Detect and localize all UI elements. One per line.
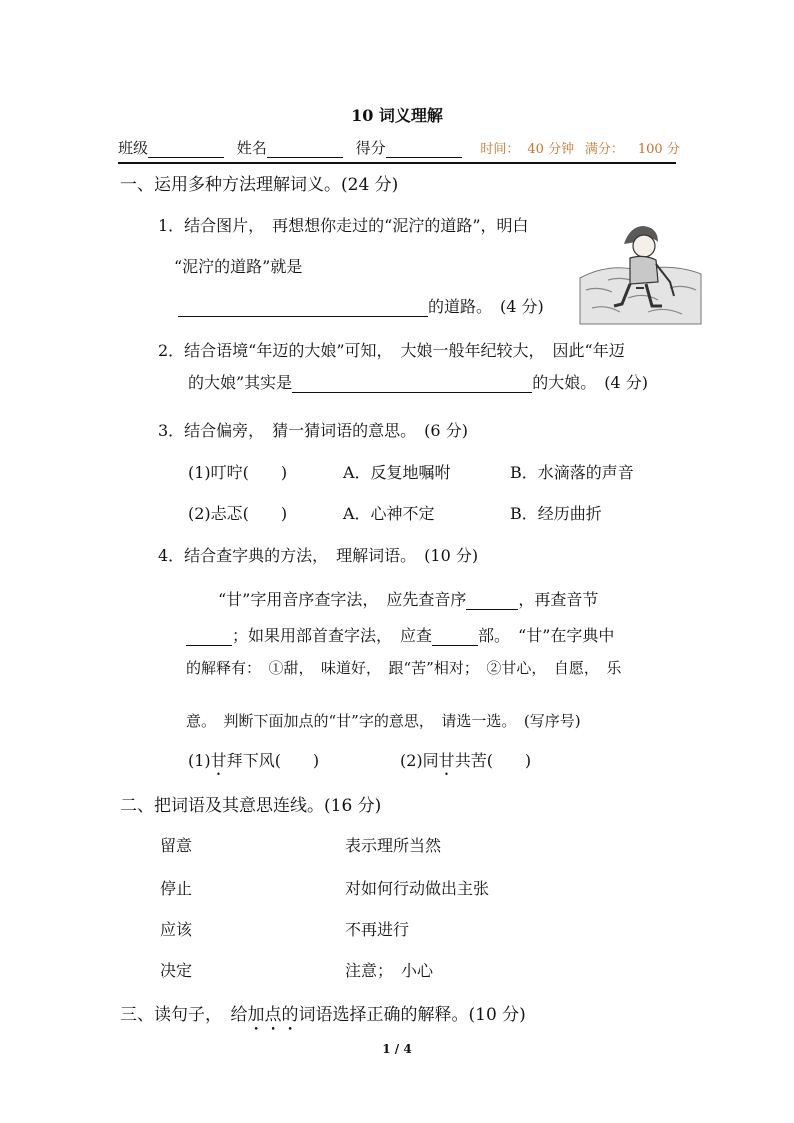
score-label: 得分 bbox=[355, 139, 386, 157]
q4-stem: 4．结合查字典的方法， 理解词语。 (10 分) bbox=[158, 546, 479, 565]
q4-blank-bushou[interactable] bbox=[432, 626, 478, 646]
match-left-4[interactable]: 决定 bbox=[160, 961, 193, 980]
q2-line1: 2．结合语境“年迈的大娘”可知， 大娘一般年纪较大， 因此“年迈 bbox=[158, 341, 625, 360]
q4-para4: 意。 判断下面加点的“甘”字的意思， 请选一选。 (写序号) bbox=[186, 712, 581, 730]
q4-ans1-pre: (1) bbox=[188, 751, 211, 770]
section3-heading-post: 词语选择正确的解释。(10 分) bbox=[298, 1005, 526, 1025]
q4-para2 bbox=[186, 623, 614, 646]
q2-prefix: 的大娘”其实是 bbox=[188, 373, 293, 392]
q4-ans2-dotted: 甘 bbox=[438, 751, 455, 770]
time-label: 时间： bbox=[480, 142, 520, 157]
header-meta bbox=[118, 137, 680, 158]
q4-ans2-post: 共苦( ) bbox=[454, 751, 532, 770]
q3-stem: 3．结合偏旁， 猜一猜词语的意思。 (6 分) bbox=[158, 421, 468, 440]
q4-answer1[interactable] bbox=[188, 748, 319, 779]
name-field[interactable] bbox=[267, 139, 343, 158]
match-right-4[interactable]: 注意； 小心 bbox=[345, 961, 434, 980]
q4-p2a: ；如果用部首查字法， 应查 bbox=[232, 626, 433, 645]
q4-para3: 的解释有： ①甜， 味道好， 跟“苦”相对； ②甘心， 自愿， 乐 bbox=[186, 659, 622, 677]
q1-suffix: 的道路。 (4 分) bbox=[428, 297, 544, 316]
match-left-3[interactable]: 应该 bbox=[160, 920, 193, 939]
match-right-2[interactable]: 对如何行动做出主张 bbox=[345, 879, 490, 898]
q4-p2b: 部。 “甘”在字典中 bbox=[478, 626, 615, 645]
section3-heading-dotted: 加点的 bbox=[247, 1005, 299, 1025]
class-field[interactable] bbox=[148, 139, 224, 158]
match-right-1[interactable]: 表示理所当然 bbox=[345, 836, 442, 855]
q2-line2 bbox=[188, 370, 648, 393]
q4-ans1-dotted: 甘 bbox=[210, 751, 227, 770]
q3-row1-option-b: B．水滴落的声音 bbox=[510, 463, 634, 482]
match-left-1[interactable]: 留意 bbox=[160, 836, 193, 855]
full-value: 100 分 bbox=[637, 142, 680, 157]
section2-heading: 二、把词语及其意思连线。(16 分) bbox=[120, 796, 382, 816]
q2-suffix: 的大娘。 (4 分) bbox=[532, 373, 648, 392]
page-number: 1 / 4 bbox=[382, 1042, 412, 1056]
muddy-road-picture bbox=[578, 208, 703, 326]
q2-blank[interactable] bbox=[292, 373, 532, 393]
q1-line2: “泥泞的道路”就是 bbox=[174, 257, 303, 276]
q4-para1 bbox=[218, 587, 598, 610]
full-label: 满分： bbox=[584, 142, 624, 157]
page-title: 10 词义理解 bbox=[351, 106, 443, 125]
q1-answer-line bbox=[178, 294, 544, 317]
section1-heading: 一、运用多种方法理解词义。(24 分) bbox=[120, 175, 399, 195]
q3-row1-item[interactable]: (1)叮咛( ) bbox=[188, 463, 288, 482]
q1-line1: 1．结合图片， 再想想你走过的“泥泞的道路”，明白 bbox=[158, 216, 529, 235]
q3-row2-option-b: B．经历曲折 bbox=[510, 504, 602, 523]
q3-row1-option-a: A．反复地嘱咐 bbox=[343, 463, 451, 482]
q3-row2-item[interactable]: (2)忐忑( ) bbox=[188, 504, 288, 523]
q4-ans1-post: 拜下风( ) bbox=[226, 751, 320, 770]
q4-answer2[interactable] bbox=[400, 748, 531, 779]
time-value: 40 分钟 bbox=[527, 142, 575, 157]
q3-row2-option-a: A．心神不定 bbox=[343, 504, 435, 523]
q4-p1b: ，再查音节 bbox=[518, 590, 599, 609]
q4-blank-yinxu[interactable] bbox=[466, 590, 518, 610]
q4-blank-yinjie[interactable] bbox=[186, 626, 232, 646]
section3-heading-pre: 三、读句子， 给 bbox=[120, 1005, 248, 1025]
name-label: 姓名 bbox=[236, 139, 267, 157]
match-right-3[interactable]: 不再进行 bbox=[345, 920, 410, 939]
q4-p1a: “甘”字用音序查字法， 应先查音序 bbox=[218, 590, 467, 609]
section3-heading bbox=[120, 1000, 526, 1035]
match-left-2[interactable]: 停止 bbox=[160, 879, 193, 898]
header-divider bbox=[118, 162, 676, 164]
q1-blank[interactable] bbox=[178, 297, 428, 317]
q4-ans2-pre: (2)同 bbox=[400, 751, 439, 770]
score-field[interactable] bbox=[386, 139, 462, 158]
class-label: 班级 bbox=[118, 139, 149, 157]
